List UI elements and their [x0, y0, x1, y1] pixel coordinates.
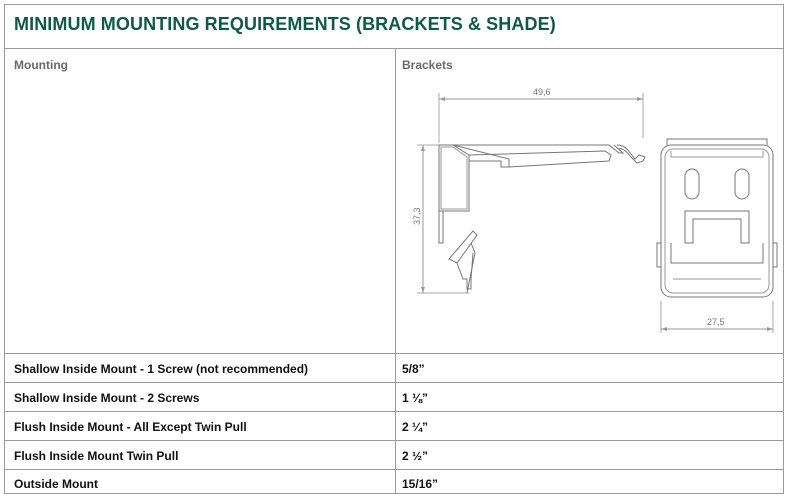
bracket-cell: 15/16”: [402, 477, 439, 491]
bracket-cell: 2 ¼”: [402, 420, 429, 434]
mounting-cell: Outside Mount: [14, 477, 98, 491]
dimension-width-label: 49,6: [533, 87, 551, 97]
dimension-depth-label: 27,5: [707, 317, 725, 327]
bracket-technical-drawing: [409, 83, 784, 343]
table-row: [5, 412, 783, 441]
table-row: [5, 470, 783, 493]
mounting-cell: Flush Inside Mount - All Except Twin Pull: [14, 420, 247, 434]
brackets-header: Brackets: [402, 58, 453, 72]
title-row: [5, 5, 783, 49]
table-row: [5, 441, 783, 470]
table-row: [5, 383, 783, 412]
table-title: MINIMUM MOUNTING REQUIREMENTS (BRACKETS & SHADE): [14, 14, 556, 34]
requirements-table: [4, 4, 784, 494]
bracket-cell: 1 ⅛”: [402, 391, 429, 405]
bracket-cell: 5/8”: [402, 362, 425, 376]
mounting-cell: Shallow Inside Mount - 2 Screws: [14, 391, 200, 405]
mounting-header: Mounting: [14, 58, 68, 72]
mounting-cell: Flush Inside Mount Twin Pull: [14, 449, 179, 463]
table-row: [5, 354, 783, 383]
bracket-cell: 2 ½”: [402, 449, 429, 463]
dimension-height-label: 37,3: [412, 207, 422, 225]
mounting-cell: Shallow Inside Mount - 1 Screw (not recommended): [14, 362, 309, 376]
